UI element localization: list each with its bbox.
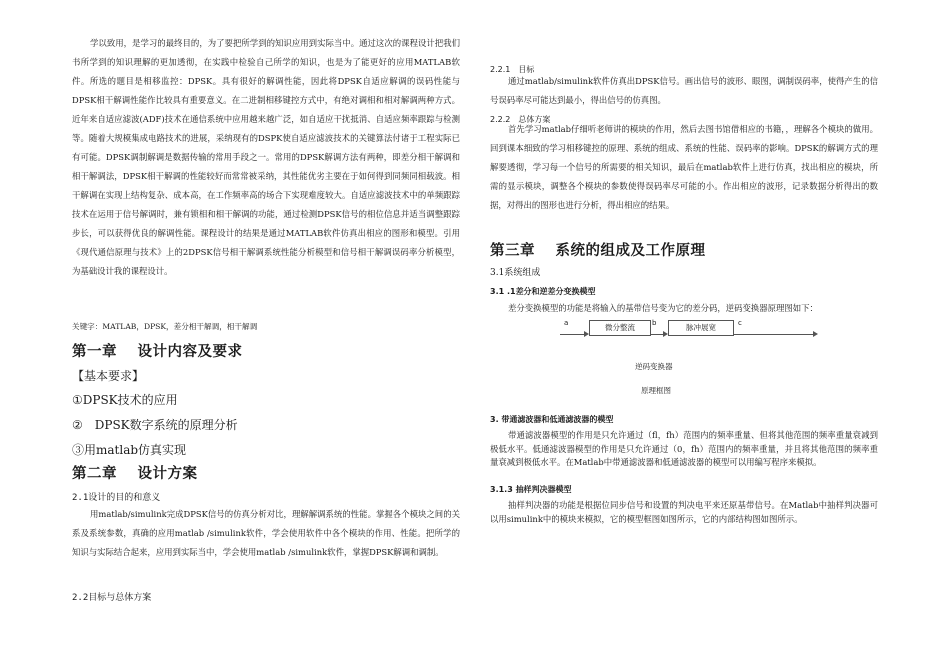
requirement-item-1: ①DPSK技术的应用 <box>72 393 178 407</box>
signal-label-c: c <box>738 319 742 327</box>
chapter-3-title: 第三章 系统的组成及工作原理 <box>490 243 706 259</box>
chapter-1-title: 第一章 设计内容及要求 <box>72 344 243 360</box>
section-2-2-2-text: 首先学习matlab仔细听老师讲的模块的作用，然后去图书馆借相应的书籍，，理解各个模块的做用。回到课本细致的学习相移键控的原理、系统的组成、系统的性能、误码率的影响。DPSK的解调方式的理解要透彻，学习每一个信号的所需要的相关知识，最后在matlab软件上进行仿真，找出相应的模块，所需的显示模块，调整各个模块的参数使得误码率尽可能的小。作出相应的波形，记录数据分析得出的数据，对得出的图形也进行分析，得出相应的结果。 <box>490 124 878 210</box>
chapter-2-title: 第二章 设计方案 <box>72 466 198 482</box>
section-2-2-1-text: 通过matlab/simulink软件仿真出DPSK信号。画出信号的波形、眼图，调制误码率，使得产生的信号误码率尽可能达到最小，得出信号的仿真图。 <box>490 76 878 105</box>
section-3-1-heading: 3.1系统组成 <box>490 268 541 278</box>
section-2-2-heading: 2.2目标与总体方案 <box>72 593 152 603</box>
arrow-line-c <box>733 334 813 335</box>
arrow-head-c <box>813 331 818 337</box>
pulse-widening-box: 脉冲展宽 <box>668 320 734 336</box>
arrow-line-a <box>560 334 584 335</box>
arrow-line-b <box>650 334 663 335</box>
inverse-code-converter-diagram <box>560 318 840 348</box>
keywords: 关键字：MATLAB，DPSK，差分相干解调，相干解调 <box>72 322 258 331</box>
section-3-1-1-heading: 3.1 .1差分和逆差分变换模型 <box>490 287 596 296</box>
section-3-1-1-text: 差分变换模型的功能是将输入的基带信号变为它的差分码，逆码变换器原理图如下： <box>508 303 818 313</box>
section-2-2-2-heading: 2.2.2 总体方案 <box>490 115 551 124</box>
section-2-1-text: 用matlab/simulink完成DPSK信号的仿真分析对比，理解解调系统的性能。掌握各个模块之间的关系及系统参数，真确的应用matlab /simulink软件，学会使用软件中各个模块的作用、性能。把所学的知识与实际结合起来，应用到实际当中，学会使用matlab /simulink软件，掌握DPSK解调和调制。 <box>72 509 460 557</box>
filter-model-heading: 3. 带通滤波器和低通滤波器的模型 <box>490 415 614 424</box>
requirement-item-3: ③用matlab仿真实现 <box>72 443 187 457</box>
section-2-1-heading: 2.1设计的目的和意义 <box>72 493 161 503</box>
filter-model-text: 带通滤波器模型的作用是只允许通过（fl，fh）范围内的频率重量、但将其他范围的频率重量衰减到极低水平。低通滤波器模型的作用是只允许通过（0，fh）范围内的频率重量，并且将其他范围的频率重量衰减到极低水平。在Matlab中带通滤波器和低通滤波器的模型可以用编写程序来模拟。 <box>490 430 878 467</box>
diagram-caption-line1: 逆码变换器 <box>635 362 673 371</box>
diagram-caption-line2: 原理框图 <box>641 386 671 395</box>
signal-label-a: a <box>564 319 569 327</box>
signal-label-b: b <box>652 319 657 327</box>
requirement-item-2: ② DPSK数字系统的原理分析 <box>72 418 238 432</box>
basic-requirements-heading: 【基本要求】 <box>72 369 145 383</box>
section-2-2-1-heading: 2.2.1 目标 <box>490 65 535 74</box>
differential-rectifier-box: 微分整流 <box>589 320 651 336</box>
intro-paragraph: 学以致用，是学习的最终目的，为了要把所学到的知识应用到实际当中。通过这次的课程设计把我们书所学到的知识理解的更加透彻，在实践中检验自己所学的知识，也是为了能更好的应用MATLAB软件。所选的题目是相移监控：DPSK。具有很好的解调性能，因此将DPSK自适应解调的误码性能与DPSK相干解调性能作比较具有重要意义。在二进制相移键控方式中，有绝对调相和相对解调两种方式。近年来自适应滤波(ADF)技术在通信系统中应用越来越广泛，如自适应干扰抵消、自适应频率跟踪与检测等。随着大规模集成电路技术的进展，采纳现有的DSPK使自适应滤波技术的关键算法付诸于工程实际已有可能。DPSK调制解调是数据传输的常用手段之一。常用的DPSK解调方法有两种，即差分相干解调和相干解调法，DPSK相干解调的性能较好而常常被采纳，其性能优劣主要在于如何得到同频同相载波。相干解调在实现上结构复杂、成本高，在工作频率高的场合下实现难度较大。自适应滤波技术中的单频跟踪技术在运用于信号解调时，兼有锁相和相干解调的功能，通过检测DPSK信号的相位信息并适当调整跟踪步长，可以获得优良的解调性能。课程设计的结果是通过MATLAB软件仿真出相应的图形和模型。引用《现代通信原理与技术》上的2DPSK信号相干解调系统性能分析模型和信号相干解调误码率分析模型，为基础设计我的课程设计。 <box>72 38 460 276</box>
section-3-1-3-heading: 3.1.3 抽样判决器模型 <box>490 485 572 494</box>
section-3-1-3-text: 抽样判决器的功能是根据位同步信号和设置的判决电平来还原基带信号。在Matlab中抽样判决器可以用simulink中的模块来模拟，它的模型框图如图所示，它的内部结构图如图所示。 <box>490 500 878 524</box>
